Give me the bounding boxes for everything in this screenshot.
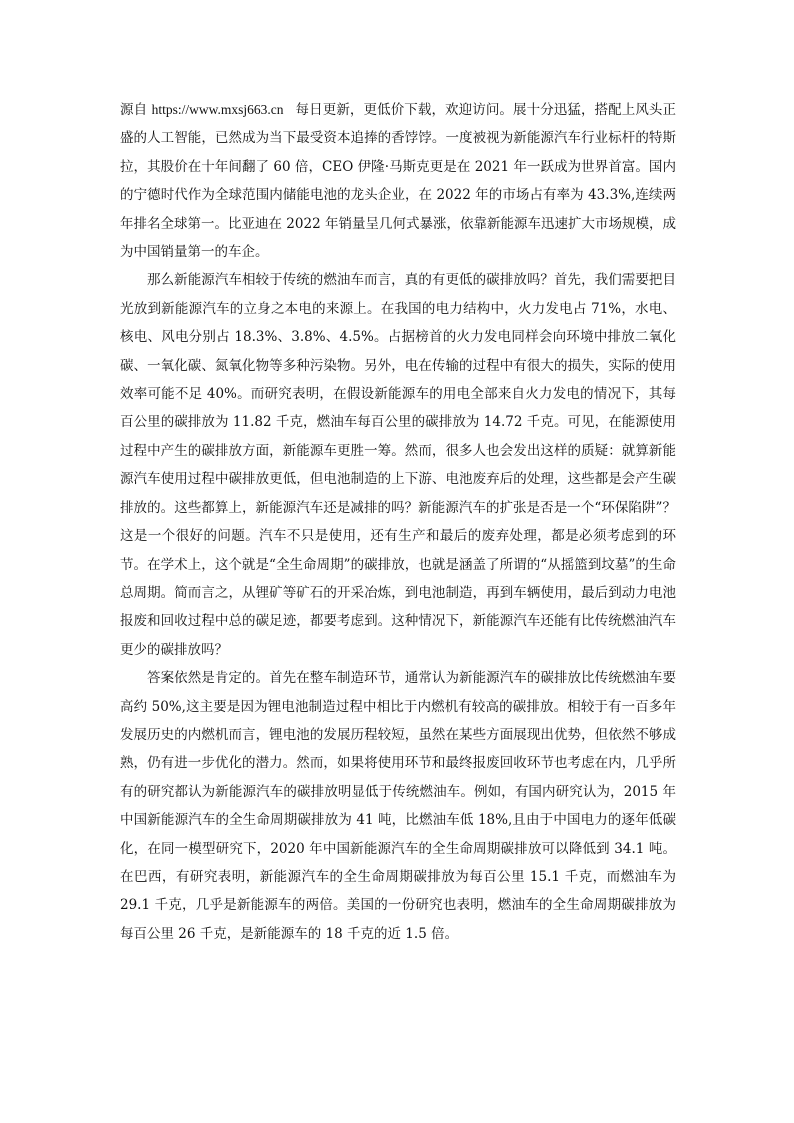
paragraph-intro <box>120 96 676 266</box>
paragraph-lifecycle: 答案依然是肯定的。首先在整车制造环节，通常认为新能源汽车的碳排放比传统燃油车要高约 50%,这主要是因为锂电池制造过程中相比于内燃机有较高的碳排放。相较于有一百多年发展历史的内燃机而言，锂电池的发展历程较短，虽然在某些方面展现出优势，但依然不够成熟，仍有进一步优化的潜力。然而，如果将使用环节和最终报废回收环节也考虑在内，几乎所有的研究都认为新能源汽车的碳排放明显低于传统燃油车。例如，有国内研究认为，2015 年中国新能源汽车的全生命周期碳排放为 41 吨，比燃油车低 18%,且由于中国电力的逐年低碳化，在同一模型研究下，2020 年中国新能源汽车的全生命周期碳排放可以降低到 34.1 吨。在巴西，有研究表明，新能源汽车的全生命周期碳排放为每百公里 15.1 千克，而燃油车为 29.1 千克，几乎是新能源车的两倍。美国的一份研究也表明，燃油车的全生命周期碳排放为每百公里 26 千克，是新能源车的 18 千克的近 1.5 倍。 <box>120 670 676 942</box>
source-label: 源自 <box>120 102 148 117</box>
source-link[interactable]: https://www.mxsj663.cn <box>151 102 284 117</box>
document-page <box>120 96 676 948</box>
paragraph-energy-source: 那么新能源汽车相较于传统的燃油车而言，真的有更低的碳排放吗？首先，我们需要把目光放到新能源汽车的立身之本电的来源上。在我国的电力结构中，火力发电占 71%，水电、核电、风电分别占 18.3%、3.8%、4.5%。占据榜首的火力发电同样会向环境中排放二氧化碳、一氧化碳、氮氧化物等多种污染物。另外，电在传输的过程中有很大的损失，实际的使用效率可能不足 40%。而研究表明，在假设新能源车的用电全部来自火力发电的情况下，其每百公里的碳排放为 11.82 千克，燃油车每百公里的碳排放为 14.72 千克。可见，在能源使用过程中产生的碳排放方面，新能源车更胜一筹。然而，很多人也会发出这样的质疑：就算新能源汽车使用过程中碳排放更低，但电池制造的上下游、电池废弃后的处理，这些都是会产生碳排放的。这些都算上，新能源汽车还是减排的吗？新能源汽车的扩张是否是一个“环保陷阱”？这是一个很好的问题。汽车不只是使用，还有生产和最后的废弃处理，都是必须考虑到的环节。在学术上，这个就是“全生命周期”的碳排放，也就是涵盖了所谓的“从摇篮到坟墓”的生命总周期。简而言之，从锂矿等矿石的开采冶炼，到电池制造，再到车辆使用，最后到动力电池报废和回收过程中总的碳足迹，都要考虑到。这种情况下，新能源汽车还能有比传统燃油汽车更少的碳排放吗？ <box>120 272 676 658</box>
paragraph-text: 每日更新，更低价下载，欢迎访问。展十分迅猛，搭配上风头正盛的人工智能，已然成为当下最受资本追捧的香饽饽。一度被视为新能源汽车行业标杆的特斯拉，其股价在十年间翻了 60 倍，CEO 伊隆·马斯克更是在 2021 年一跃成为世界首富。国内的宁德时代作为全球范围内储能电池的龙头企业，在 2022 年的市场占有率为 43.3%,连续两年排名全球第一。比亚迪在 2022 年销量呈几何式暴涨，依靠新能源车迅速扩大市场规模，成为中国销量第一的车企。 <box>120 102 677 261</box>
